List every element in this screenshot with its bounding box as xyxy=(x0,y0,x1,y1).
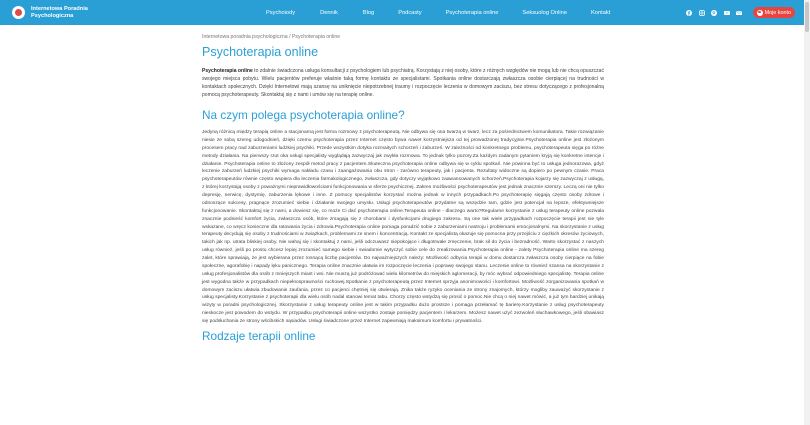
main-nav xyxy=(266,10,610,16)
email-icon[interactable] xyxy=(736,10,742,16)
intro-text: to zdalnie świadczona usługa konsultacji z psychologiem lub psychiatrą. Korzystają z niej osoby, które z różnych względów nie mogą lub nie chcą opuszczać swojego miejsca pobytu. Wielu pacjentów preferuje właśnie taką formę kontaktu ze specjalistami. Spotkania online dostarczają zwłaszcza osobie cierpiącej na trudności w kontaktach społecznych. Dzięki Internetowi mają szansę na uniknięcie niepotrzebnej traumy i rozpoczęcie leczenia w domowym zaciszu, bez stresu dotyczącego z profesjonalną pomocą psychoterapeuty. Skontaktuj się z nami i umów się na terapię online. xyxy=(202,68,604,98)
section-title-types: Rodzaje terapii online xyxy=(202,328,316,343)
intro-bold: Psychoterapia online xyxy=(202,68,253,74)
my-account-button[interactable] xyxy=(753,7,795,18)
user-icon xyxy=(757,10,763,16)
site-header xyxy=(0,0,804,25)
youtube-icon[interactable] xyxy=(724,10,730,16)
logo-icon xyxy=(12,6,25,19)
nav-item-psychotherapy-online[interactable]: Psychoterapia online xyxy=(445,9,499,16)
logo-text xyxy=(31,6,88,19)
site-logo[interactable] xyxy=(12,6,202,19)
page-title: Psychoterapia online xyxy=(202,45,319,59)
nav-item-contact[interactable]: Kontakt xyxy=(591,9,611,16)
facebook-icon[interactable] xyxy=(686,10,692,16)
body-paragraph: Jedyną różnicą między terapią online a stacjonarną jest forma rozmowy z psychoterapeutą. Nie odbywa się ona twarzą w twarz, lecz za pośrednictwem komunikatora. Takie rozwiązanie niesie ze sobą szereg udogodnień, dzięki czemu psychoterapia przez Internet często bywa nawet korzystniejsza od tej prowadzonej tradycyjnie.Psychoterapia online jest złożonym procesem pracy nad zaburzeniami ludzkiej psychiki. Przede wszystkim dotyka rozmaitych schorzeń i zaburzeń. W zależności od konkretnego problemu, psychoterapeuta sięga po różne metody działania. Na pierwszy rzut oka usługi specjalisty wyglądają zazwyczaj jak zwykła rozmowa. To jednak tylko pozory.Za każdym zadanym pytaniem kryją się konkretne intencje i działanie. Psychoterapia online to złożony zespół metod pracy z pacjentem.Skuteczna psychoterapia online odbywa się w cyklu spotkań. Nie powinna być to usługa jednorazowa, gdyż leczenie zaburzeń ludzkiej psychiki wymaga nakładu czasu i zaangażowania obu stron - zarówno terapeuty, jak i pacjenta. Rezultaty widoczne są dopiero po pewnym czasie. Praca psychoterapeutów równie często wspiera dla leczenia farmakologicznego, zwłaszcza, gdy dotyczy wyjątkowo zaawansowanych schorzeń.Psychoterapia kojarzy się zazwyczaj z usługą, z której korzystają osoby z poważnymi nieprawidłowościami funkcjonowania w sferze psychicznej. Zakres możliwości psychoterapeutów jest jednak znacznie szerszy. Leczą oni nie tylko depresję, nerwicę, dystymię, zaburzenia lękowe i inne. Z pomocy specjalistów korzystać można jednak w innych przypadkach.Po psychoterapię sięgają często osoby zdrowe i odnoszące sukcesy, pragnące zrozumieć siebie i działanie swojego umysłu. Usługi psychoterapeutów przydatne są wszędzie tam, gdzie jest potencjał na lepsze, efektywniejsze funkcjonowanie. Skontaktuj się z nami, a dowiesz się, co może Ci dać psychoterapia online.Terapeuta online - dlaczego warto?Regularne korzystanie z usług terapeuty online pozwala znacznie podnieść komfort życia, zwłaszcza osób, które zmagają się z chorobami i dysfunkcjami drugiego zakresu. Są one tak wiele przypadkach rozpoczęcie terapii jest nie tyle wskazane, co wręcz konieczne dla ratowania życia i zdrowia.Psychoterapia online pomaga poradzić sobie z zaburzeniami nastroju i problemami emocjonalnymi. Na skorzystanie z usług terapeuty decydują się osoby z trudnościami w związkach, problemami ze snem i koncentracją. Kontakt ze specjalistą okazuje się pomocna przy przejściu z ciężkich okresów życiowych, takich jak np. utrata bliskiej osoby. Nie wahaj się i skontaktuj z nami, jeśli odczuwasz niepokojące i długotrwałe zmęczenie, brak sił do życia i bezradność. Warto skorzystać z naszych usług również, jeśli po prostu chcesz lepiej zrozumieć samego siebie i swiadomie wytyczyć sobie cele do zrealizowania.Psychoterapia online - zalety Psychoterapia online ma szereg zalet, które sprawiają, że jest wybierana przez rosnącą liczbę pacjentów. Do najważniejszych należy: Możliwość odbycia terapii w domu dostarcza zwłaszcza osoby cierpiące na fobie społeczne, agorafobię i napady lęku panicznego. Terapia online znacznie ułatwia im rozpoczęcie leczenia i poprawę swojego stanu. Leczenie online to również szansa na skorzystanie z usług profesjonalistów dla osób z mniejszych miast i wsi. Nie muszą już podróżować wielu kilometrów do miejskich aglomeracji, by móc wybrać odpowiedniego specjalistę. Terapia online jest wygodna także w przypadkach niepełnosprawności ruchowej.Spotkanie z psychoterapeutą przez Internet sprzyja anonimowości i komfortowi. Możliwość zorganizowania spotkań w domowym zaciszu ułatwia zbudowanie zaufania, przez co pacjenci chętniej się otwierają. Znika także ryzyko oceniania ze strony znajomych, którzy mogliby zauważyć skorzystanie z usług specjalisty.Korzystanie z psychoterapii dla wielu osób nadal stanowi temat tabu. Chorzy często wstydzą się prosić o pomoc.Nie chcą o niej nawet mówić, a już tym bardziej unikają wizyty w poradni psychologicznej. Skorzystanie z usług terapeuty online jest w takim przypadku dużo prostsze i pomaga przełamać tę barierę.Korzystanie z usług psychoterapeuty nieskocze jest powodem do wstydu. W przypadku psychoterapii online wszystko zostaje pomiędzy pacjentem i lekarzem. Możesz nawet użyć zezwoleń słuchawkowego, jeśli obawiasz się podsłuchania ze strony wścibskich sąsiadów. Usługi świadczone przez Internet zapewniają maksimum komfortu i prywatności. xyxy=(202,130,604,324)
nav-item-podcasts[interactable]: Podcasty xyxy=(398,9,422,16)
logo-line-1: Internetowa Poradnia xyxy=(31,6,88,12)
nav-item-blog[interactable]: Blog xyxy=(362,9,375,16)
intro-paragraph xyxy=(202,67,604,99)
main-content xyxy=(202,25,604,344)
my-account-label: Moje konto xyxy=(764,9,791,16)
nav-item-sexologist-online[interactable]: Seksuolog Online xyxy=(522,9,568,16)
nav-item-psychologists[interactable]: Psychoiody xyxy=(266,9,296,16)
pinterest-icon[interactable] xyxy=(711,10,717,16)
scrollbar-thumb[interactable] xyxy=(805,2,809,32)
nav-item-journal[interactable]: Dennik xyxy=(320,9,338,16)
breadcrumb[interactable]: Internetowa poradnia psychologiczna / Psychoterapia online xyxy=(202,34,341,40)
logo-line-2: Psychologiczna xyxy=(31,12,74,19)
instagram-icon[interactable] xyxy=(699,10,705,16)
social-links xyxy=(686,10,749,16)
page-scrollbar[interactable] xyxy=(804,0,810,425)
section-title: Na czym polega psychoterapia online? xyxy=(202,108,405,122)
